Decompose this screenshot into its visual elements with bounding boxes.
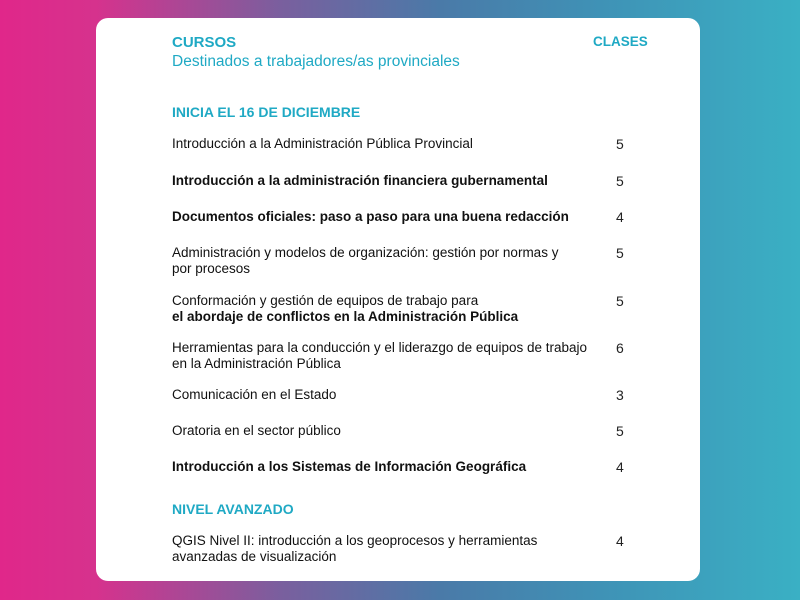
clases-column-header: CLASES (593, 34, 648, 49)
course-name: Introducción a la Administración Pública Provincial (172, 136, 473, 151)
course-name-line2: en la Administración Pública (172, 356, 341, 371)
header-title: CURSOS (172, 34, 237, 51)
course-name-line1: Herramientas para la conducción y el liderazgo de equipos de trabajo (172, 340, 587, 355)
course-clases: 5 (616, 173, 624, 189)
section-title-inicia: INICIA EL 16 DE DICIEMBRE (172, 104, 361, 120)
course-clases: 4 (616, 209, 624, 225)
course-clases: 5 (616, 136, 624, 152)
section-title-avanzado: NIVEL AVANZADO (172, 501, 294, 517)
course-name: Introducción a la administración financiera gubernamental (172, 173, 548, 188)
course-clases: 6 (616, 340, 624, 356)
course-name: Documentos oficiales: paso a paso para una buena redacción (172, 209, 569, 224)
course-clases: 5 (616, 423, 624, 439)
course-name-line2: avanzadas de visualización (172, 549, 337, 564)
course-name: Comunicación en el Estado (172, 387, 337, 402)
course-name: Oratoria en el sector público (172, 423, 341, 438)
course-name: Introducción a los Sistemas de Información Geográfica (172, 459, 527, 474)
course-name-line1: QGIS Nivel II: introducción a los geoprocesos y herramientas (172, 533, 538, 548)
course-clases: 4 (616, 533, 624, 549)
course-name (172, 245, 592, 277)
course-name-line1: Conformación y gestión de equipos de trabajo para (172, 293, 479, 308)
course-name-line2: por procesos (172, 261, 251, 276)
course-clases: 5 (616, 245, 624, 261)
course-clases: 4 (616, 459, 624, 475)
course-clases: 3 (616, 387, 624, 403)
course-name (172, 340, 592, 372)
course-name-line1: Administración y modelos de organización: gestión por normas y (172, 245, 559, 260)
header-subtitle: Destinados a trabajadores/as provinciales (172, 53, 460, 70)
course-name (172, 533, 592, 565)
course-name (172, 293, 592, 325)
course-name-line2: el abordaje de conflictos en la Administración Pública (172, 309, 519, 324)
courses-card (96, 18, 700, 581)
course-clases: 5 (616, 293, 624, 309)
